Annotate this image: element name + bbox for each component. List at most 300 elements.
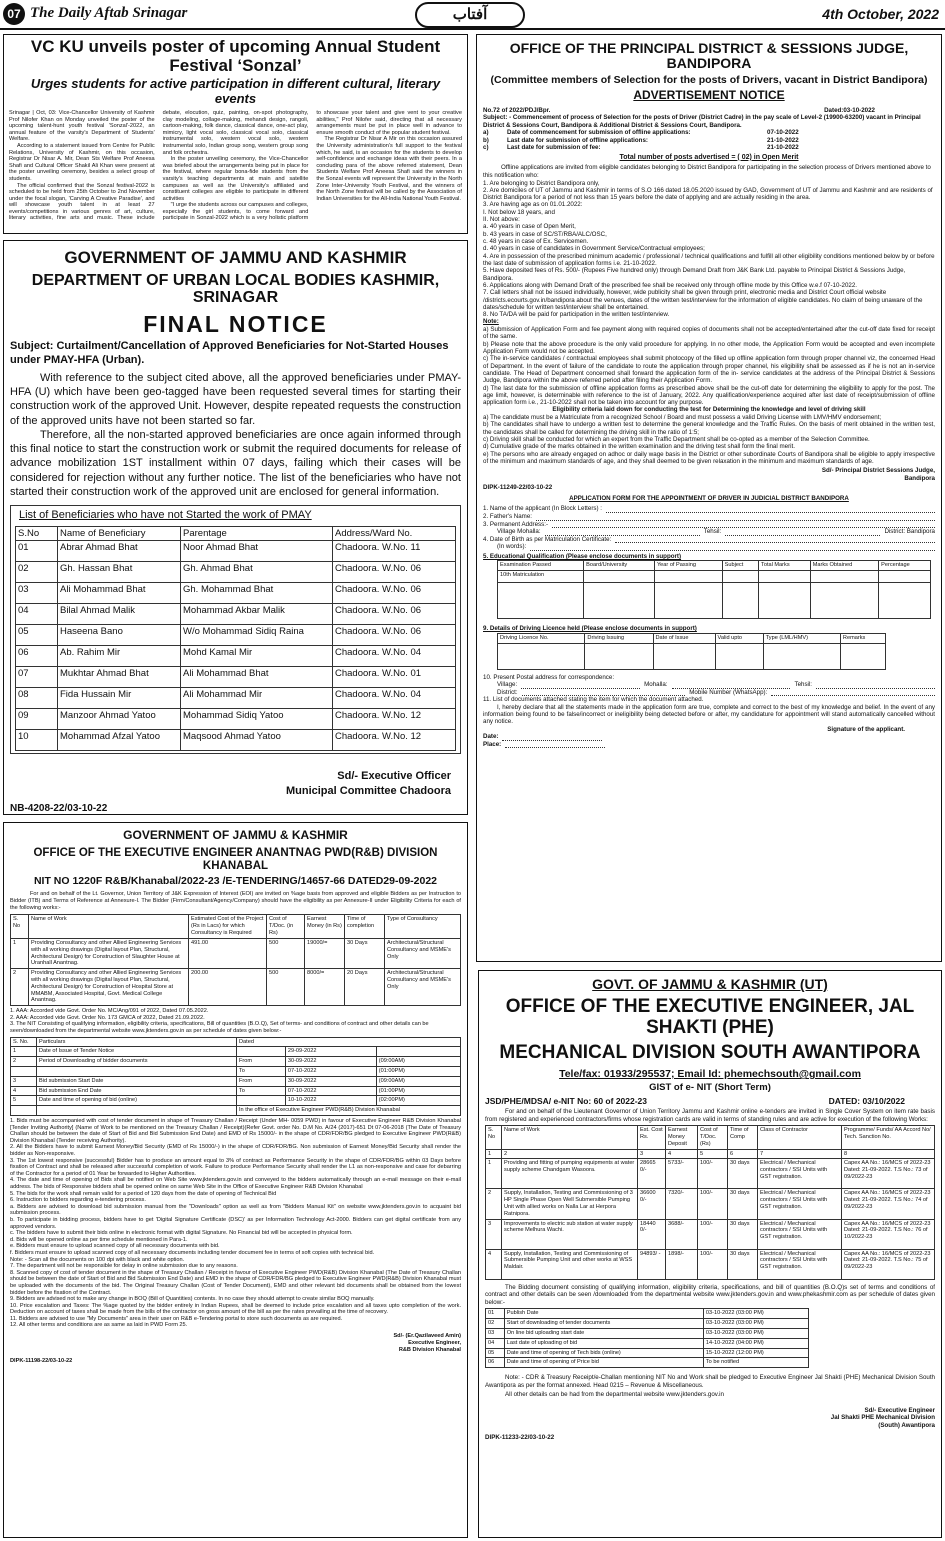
pwd-aaa — [10, 1008, 461, 1034]
column-number: 6 — [728, 1149, 758, 1159]
table-cell: 10-10-2022 — [285, 1096, 376, 1106]
js-schedule-table — [485, 1308, 809, 1368]
table-cell: 02 — [16, 562, 58, 583]
table-cell: 10 — [16, 730, 58, 751]
bpr-form-title: APPLICATION FORM FOR THE APPOINTMENT OF DRIVER IN JUDICIAL DISTRICT BANDIPORA — [569, 494, 849, 502]
table-row — [11, 1106, 461, 1116]
table-cell: 30 days — [728, 1159, 758, 1189]
edu-col-header: Percentage — [879, 561, 931, 571]
column-number: 3 — [638, 1149, 666, 1159]
table-cell: 09 — [16, 709, 58, 730]
form-label: 1. Name of the applicant (In Block Letters) : — [483, 505, 602, 513]
table-cell: Electrical / Mechanical contractors / SSI Units with GST registration. — [758, 1249, 842, 1279]
col-time: Time of completion — [345, 915, 385, 938]
table-row — [16, 583, 456, 604]
form-edu-title: 5. Educational Qualification (Please enclose documents in support) — [483, 552, 682, 560]
table-cell: Chadoora. W.No. 06 — [333, 583, 456, 604]
form-blank — [522, 689, 686, 697]
date-letter: a) — [483, 129, 489, 137]
table-header-row — [498, 561, 931, 571]
table-cell: Chadoora. W.No. 06 — [333, 625, 456, 646]
table-row — [486, 1189, 935, 1219]
table-cell: W/o Mohammad Sidiq Raina — [181, 625, 333, 646]
form-label: Tehsil: — [794, 681, 813, 689]
table-cell: 7320/- — [666, 1189, 698, 1219]
form-field — [483, 513, 935, 521]
table-cell: Abrar Ahmad Bhat — [58, 541, 181, 562]
list-item: 1. Are belonging to District Bandipora only, — [483, 179, 600, 187]
ku-body — [9, 110, 462, 222]
dl-col-header: Remarks — [840, 633, 885, 643]
table-cell: Chadoora. W.No. 01 — [333, 667, 456, 688]
table-cell: 05 — [16, 625, 58, 646]
dl-col-header: Date of Issue — [653, 633, 715, 643]
ulb-ref: NB-4208-22/03-10-22 — [10, 803, 108, 815]
form-field — [483, 536, 935, 544]
table-row — [16, 562, 456, 583]
list-item: 7. The department will not be responsible for delay in online submission due to any reasons. — [10, 1263, 238, 1270]
table-row — [11, 1096, 461, 1106]
table-cell: 15-10-2022 (12:00 PM) — [703, 1348, 808, 1358]
date-label: Last date for submission of offline applications: — [507, 136, 648, 144]
table-cell: 30-09-2022 — [285, 1076, 376, 1086]
beneficiary-list-title: List of Beneficiaries who have not Started the work of PMAY — [19, 509, 312, 522]
form-label: District: Bandipora — [884, 528, 935, 536]
col-work: Name of Work — [29, 915, 189, 938]
table-cell: Chadoora. W.No. 06 — [333, 604, 456, 625]
js-note: Note: - CDR & Treasury Receipt/e-Challan mentioning NIT No and Work shall be pledged to Executive Engineer Jal Shakti (PHE) Mechanical Division South Awantipora as per the format annexed. Head 0215 – Revenue & Miscellaneous. — [485, 1374, 935, 1389]
js-ref-row — [485, 1096, 935, 1106]
date-label: Date of commencement for submission of offline applications: — [507, 129, 691, 137]
list-item: b) Please note that the above procedure is the only valid procedure for applying. In no other mode, the Application Form would be accepted and even incomplete Application Form would not be accepted. — [483, 340, 935, 355]
table-cell: 07-10-2022 — [285, 1086, 376, 1096]
form-docs: 11. List of documents attached stating the item for which the document attached. — [483, 696, 704, 704]
dl-col-header: Driving Licence No. — [498, 633, 585, 643]
table-header-row — [11, 915, 461, 938]
table-cell: Start of downloading of tender documents — [504, 1319, 703, 1329]
table-cell: 1 — [11, 1047, 37, 1057]
table-cell: Bilal Ahmad Malik — [58, 604, 181, 625]
table-row — [16, 541, 456, 562]
column-number: 1 — [486, 1149, 502, 1159]
form-blank — [771, 689, 935, 697]
table-cell: Mohd Kamal Mir — [181, 646, 333, 667]
table-row — [16, 604, 456, 625]
table-cell: Mohammad Akbar Malik — [181, 604, 333, 625]
form-blank — [536, 513, 935, 521]
table-cell: 30 Days — [345, 938, 385, 968]
list-item: II. Not above: — [483, 216, 520, 224]
table-cell: 1898/- — [666, 1249, 698, 1279]
bpr-elig-title: Eligibility criteria laid down for conducting the test for Determining the knowledge and level of driving skill — [552, 406, 866, 414]
list-item: c. The bidders have to submit their bids online in electronic format with digital Signature. No Financial bid will be accepted in physical form. — [10, 1230, 353, 1237]
list-item: d) Cumulative grade of the marks obtained in the written examination and the driving test shall form the final merit. — [483, 443, 795, 451]
table-cell: Ab. Rahim Mir — [58, 646, 181, 667]
column-number: 8 — [842, 1149, 935, 1159]
list-item: f. Bidders must ensure to upload scanned copy of all necessary documents including tender document fee in terms of soft copies with technical bid. — [10, 1249, 375, 1256]
table-cell: Chadoora. W.No. 04 — [333, 646, 456, 667]
ku-story — [3, 34, 468, 234]
edu-row-label: 10th Matriculation — [498, 571, 584, 583]
table-cell: 500 — [267, 969, 305, 1006]
form-label: Tehsil: — [703, 528, 722, 536]
table-row — [486, 1309, 809, 1319]
column-number: 7 — [758, 1149, 842, 1159]
bpr-adv-heading: ADVERTISEMENT NOTICE — [633, 88, 785, 103]
ku-para: Srinagar | Oct, 03: Vice-Chancellor University of Kashmir Prof Nilofer Khan on Monday unveiled the poster of the upcoming talent-hunt youth festival 'Sonzal'-2022, an annual feature of the varsity's Department of Students' Welfare. — [9, 109, 155, 143]
table-cell: 07-10-2022 — [285, 1067, 376, 1077]
list-item: 1. Bids must be accompanied with cost of tender document in shape of Treasury Challan / Receipt (Under MH- 0059 PWD) in favour of Executive Engineer R&B Division Khanabal [Tender Inviting Authority] (Name of Work to be mentioned on the Treasury Challan / Receipt)(Refer Govt. order No. D.M No. A/24 (2017)-651 Dt 07-06-2018 (The Date of Treasury Challan should be between the date of Start of Bid and Bid Submission End Date) and EMD of Rs 15000/- in the shape of CDR/FDR/BG pledged to Executive Engineer PWD(R&B) Division Khanabal (Tender receiving Authority). — [10, 1118, 461, 1144]
col-sno: S.No — [16, 527, 58, 541]
table-cell: Date and time of opening of bid (online) — [37, 1096, 237, 1106]
table-row — [11, 938, 461, 968]
table-cell: From — [237, 1076, 286, 1086]
table-cell: Providing and fitting of pumping equipments at water supply scheme Chandgam Wasoora. — [502, 1159, 638, 1189]
table-cell: 4 — [486, 1249, 502, 1279]
list-item: 4. The date and time of opening of Bids shall be notified on Web Site www.jktenders.gov.in and conveyed to the bidders automatically through an e-mail message on their e-mail address. The bids of Responsive bidders shall be opened online on same Web Site in the Office of Executive Engineer R&B Division Khanabal — [10, 1177, 461, 1191]
table-cell — [237, 1047, 286, 1057]
edu-col-header: Examination Passed — [498, 561, 584, 571]
table-cell: 30-09-2022 — [285, 1057, 376, 1067]
table-cell: 2 — [486, 1189, 502, 1219]
table-row — [11, 1076, 461, 1086]
list-item: 8. Scanned copy of cost of tender document in the shape of Treasury Challan / Receipt in favour of Executive Engineer PWD(R&B) Division Khanabal (The Date of Treasury Challan should be between the date of Start of Bid and Bid Submission End Date) and EMD in the shape of CDR/FDR/BG pledged to Executive Engineer PWD(R&B) Division Khanabal must be uploaded with the documents of the bid. The Original Treasury Challan (Cost of Tender Document), EMD and other relevant bid documents shall be obtained from the lowest bidder before the fixation of the Contract. — [10, 1269, 461, 1296]
form-dl-title: 9. Details of Driving Licence held (Please enclose documents in support) — [483, 625, 697, 633]
table-cell: 94893/ - — [638, 1249, 666, 1279]
js-title-division: MECHANICAL DIVISION SOUTH AWANTIPORA — [499, 1042, 921, 1064]
form-blank — [672, 681, 791, 689]
list-item: a) The candidate must be a Matriculate from a recognized School / Board and must possess a valid Driving License with LMV/HMV endorsement; — [483, 414, 882, 422]
list-item: Note: - Scan all the documents on 100 dpi with black and white option. — [10, 1256, 185, 1263]
table-cell: Providing Consultancy and other Allied Engineering Services with all working drawings (Digital layout Plan, Structural, Architectural Design) for Construction of Slaughter House at Uranhall Anantnag. — [29, 938, 189, 968]
list-item: 3. Are having age as on 01.01.2022: — [483, 201, 583, 209]
edu-col-header: Total Marks — [759, 561, 811, 571]
list-item: 6. Applications along with Demand Draft of the prescribed fee shall be received only through offline mode by this Office w.e.f 07-10-2022. — [483, 281, 857, 289]
newspaper-name: The Daily Aftab Srinagar — [30, 5, 188, 21]
js-signature: Sd/- Executive Engineer — [864, 1406, 935, 1414]
list-item: b) The candidates shall have to undergo a written test to determine the general knowledge and the Traffic Rules. On the basis of merit obtained in the written test, the candidates shall be called for determining the driving skill in the ratio of 1:5; — [483, 421, 935, 436]
table-cell: 06 — [16, 646, 58, 667]
form-declaration: I, hereby declare that all the statements made in the application form are true, complete and correct to the best of my knowledge and belief. In the event of any information being found to be false/incorrect or ineligibility being detected before or after, my candidature for appointment will stand automatically cancelled without any notice. — [483, 703, 935, 726]
dl-col-header: Type (LML/HMV) — [763, 633, 840, 643]
ulb-title-final: FINAL NOTICE — [143, 310, 328, 337]
table-row — [486, 1338, 809, 1348]
table-cell: 03-10-2022 (03:00 PM) — [703, 1319, 808, 1329]
edu-col-header: Subject — [722, 561, 758, 571]
col-particulars: Particulars — [37, 1037, 237, 1047]
list-item: 7. Call letters shall not be issued individually, however, wide publicity shall be given through print, electronic media and District Court official website /districts.ecourts.gov.in/bandipora about the venues, dates of the written test/interview for the information of eligible candidates. No claim of being unaware of the dates/schedule for written test/interview shall be entertained. — [483, 289, 923, 311]
table-cell: 3 — [11, 1076, 37, 1086]
table-cell: 100/- — [698, 1249, 728, 1279]
masthead-logo: آفتاب — [415, 2, 525, 28]
table-cell: 07 — [16, 667, 58, 688]
table-cell: 03-10-2022 (03:00 PM) — [703, 1309, 808, 1319]
table-row — [16, 709, 456, 730]
issue-date: 4th October, 2022 — [822, 6, 939, 22]
list-item: d. Bids will be opened online as per time schedule mentioned in Para-1. — [10, 1236, 188, 1243]
col-cost: Est. Cost Rs. — [638, 1126, 666, 1149]
table-cell: Supply, Installation, Testing and Commissioning of Submersible Pumping Unit and other works at WSS Maldair. — [502, 1249, 638, 1279]
table-cell: 2 — [11, 1057, 37, 1067]
list-item: 6. Instruction to bidders regarding e-tendering process. — [10, 1197, 146, 1204]
ku-headline: VC KU unveils poster of upcoming Annual Student Festival ‘Sonzal’ — [30, 37, 441, 75]
ulb-signature: Sd/- Executive Officer — [337, 770, 451, 783]
table-cell: 491.00 — [189, 938, 267, 968]
beneficiary-table — [15, 526, 456, 751]
table-cell: Architectural/Structural Consultancy and MSME's Only — [385, 938, 461, 968]
js-other: All other details can be had from the departmental website www.jktenders.gov.in — [505, 1391, 724, 1399]
table-cell: Gh. Hassan Bhat — [58, 562, 181, 583]
bpr-note-label: Note: — [483, 318, 499, 326]
table-cell: 01 — [486, 1309, 505, 1319]
pwd-title-govt: GOVERNMENT OF JAMMU & KASHMIR — [123, 828, 348, 842]
table-cell — [376, 1047, 460, 1057]
dl-col-header: Driving Issuing — [585, 633, 653, 643]
list-item: 12. All other terms and conditions are as same as laid in PWD Form 25. — [10, 1322, 188, 1329]
pwd-nit: NIT NO 1220F R&B/Khanabal/2022-23 /E-TENDERING/14657-66 DATED29-09-2022 — [33, 875, 438, 888]
list-item: 5. The bids for the work shall remain valid for a period of 120 days from the date of opening of Technical Bid — [10, 1190, 277, 1197]
table-cell: Noor Ahmad Bhat — [181, 541, 333, 562]
table-header-row — [486, 1126, 935, 1149]
col-sno: S. No — [11, 915, 29, 938]
col-tdoc: Cost of T/Doc. (in Rs) — [267, 915, 305, 938]
col-cost: Estimated Cost of the Project (Rs in Lacs) for which Consultancy is Required — [189, 915, 267, 938]
date-letter: c) — [483, 144, 489, 152]
application-form — [483, 505, 935, 748]
table-cell: Date of Issue of Tender Notice — [37, 1047, 237, 1057]
table-cell: 8000/= — [305, 969, 345, 1006]
table-cell: Mohammad Afzal Yatoo — [58, 730, 181, 751]
dl-col-header: Valid upto — [715, 633, 763, 643]
list-item: c. 48 years in case of Ex. Servicemen. — [483, 238, 589, 246]
list-item: a. 40 years in case of Open Merit, — [483, 223, 576, 231]
js-gist: GIST of e- NIT (Short Term) — [649, 1081, 771, 1093]
table-cell: Electrical / Mechanical contractors / SSI Units with GST registration. — [758, 1189, 842, 1219]
form-field — [483, 543, 935, 551]
form-field — [483, 505, 935, 513]
col-tdoc: Cost of T/Doc. (Rs) — [698, 1126, 728, 1149]
list-item: b. To participate in bidding process, bidders have to get 'Digital Signature Certificate (DSC)' as per Information Technology Act-2000. Bidders can get digital certificate from any approved vendors. — [10, 1216, 461, 1230]
bpr-dates — [483, 129, 935, 152]
table-cell: 500 — [267, 938, 305, 968]
ku-para: "I urge the students across our campuses and colleges, especially the girl students, to come forward and participate in Sonzal-2022 which is a very holistic platform to showcase your talent and give vent to your creative abilities," Prof Nilofer said, directing that all necessary arrangements must be put in place well in advance to ensure smooth conduct of the popular student festival. — [162, 109, 462, 222]
table-cell: (01:00PM) — [376, 1067, 460, 1077]
table-row — [486, 1219, 935, 1249]
table-cell: 29-09-2022 — [285, 1047, 376, 1057]
form-blank — [502, 733, 602, 741]
list-item: e. Bidders must ensure to upload scanned copy of all necessary documents with bid. — [10, 1243, 220, 1250]
col-class: Class of Contractor — [758, 1126, 842, 1149]
js-nit: JSD/PHE/MDSA/ e-NIT No: 60 of 2022-23 — [485, 1096, 648, 1107]
table-cell: To — [237, 1086, 286, 1096]
table-row — [11, 1067, 461, 1077]
table-cell: (02:00PM) — [376, 1096, 460, 1106]
table-cell: Chadoora. W.No. 12 — [333, 709, 456, 730]
table-cell: Date and time of opening of Tech bids (online) — [504, 1348, 703, 1358]
bpr-no: No.72 of 2022/PDJ/Bpr. — [483, 106, 551, 114]
bpr-subject: Subject: - Commencement of process of Selection for the posts of Driver (District Cadre) in the pay scale of Level-2 (19900-63200) vacant in Principal District & Sessions Court, Bandipora & Additional District & Sessions Court, Bandipora. — [483, 114, 921, 129]
table-cell: 1 — [11, 938, 29, 968]
column-number: 5 — [698, 1149, 728, 1159]
form-field — [483, 741, 935, 749]
bpr-signature: Sd/- Principal District Sessions Judge, — [821, 467, 935, 475]
table-cell: Chadoora. W.No. 12 — [333, 730, 456, 751]
table-cell: Capex AA No.: 16/MCS of 2022-23 Dated: 21-09-2022. T.S No.: 75 of 09/2022-23 — [842, 1249, 935, 1279]
form-label: Mohalla: — [644, 681, 668, 689]
list-item: 4. Are in possession of the prescribed minimum academic / professional / technical qualifications and fulfill all other eligibility conditions mentioned below by or before the last date of submission of application forms i.e. 21-10-2022. — [483, 252, 935, 267]
form-label: 2. Father's Name: — [483, 513, 532, 521]
table-cell: Improvements to electric sub station at water supply scheme Melhura Wachi. — [502, 1219, 638, 1249]
table-cell: (09:00AM) — [376, 1076, 460, 1086]
form-label: District: — [497, 688, 518, 696]
table-cell: Capex AA No.: 16/MCS of 2022-23 Dated: 21-09-2022. T.S No.: 76 of 10/2022-23 — [842, 1219, 935, 1249]
ulb-title-dept: DEPARTMENT OF URBAN LOCAL BODIES KASHMIR, SRINAGAR — [31, 271, 440, 307]
jalshakti-notice — [478, 970, 942, 1538]
form-field — [483, 689, 935, 697]
table-cell: Publish Date — [504, 1309, 703, 1319]
schedule-note: In the office of Executive Engineer PWD(R&B) Division Khanabal — [237, 1106, 461, 1116]
ulb-subject: Subject: Curtailment/Cancellation of Approved Beneficiaries for Not-Started Houses under PMAY-HFA (Urban). — [10, 340, 449, 366]
form-blank — [816, 681, 935, 689]
date-value: 21-10-2022 — [767, 144, 799, 152]
col-address: Address/Ward No. — [333, 527, 456, 541]
table-cell: 100/- — [698, 1159, 728, 1189]
bpr-ref: DIPK-11249-22/03-10-22 — [483, 484, 553, 492]
pwd-notice — [3, 822, 468, 1538]
table-cell: 14-10-2022 (04:00 PM) — [703, 1338, 808, 1348]
col-programme: Programme/ Funds/ AA Accord No/ Tech. Sanction No. — [842, 1126, 935, 1149]
table-row — [498, 571, 931, 583]
table-row — [11, 1047, 461, 1057]
ulb-para-2: Therefore, all the non-started approved beneficiaries are once again informed through this final notice to start the construction work or submit the required documents for release of advance mobilization 1ST installment within 07 days, failing which their cases will be considered for rejection without any further notice. The list of the beneficiaries who have not started their construction work of the approved unit are enclosed for general information. — [10, 428, 461, 499]
table-cell: Chadoora. W.No. 06 — [333, 562, 456, 583]
pwd-title-office: OFFICE OF THE EXECUTIVE ENGINEER ANANTNAG PWD(R&B) DIVISION KHANABAL — [33, 847, 438, 872]
form-label: Mobile Number (WhatsApp): — [689, 688, 768, 696]
form-blank — [530, 543, 935, 551]
list-item: 5. Have deposited fees of Rs. 500/- (Rupees Five hundred only) through Demand Draft from J&K Bank Ltd. payable to Principal District & Sessions Judge, Bandipora. — [483, 267, 906, 282]
table-row — [16, 646, 456, 667]
ku-para: The official confirmed that the Sonzal festival-2022 is scheduled to be held from 25th October to 2nd November under the focal slogan, 'Carving A Creative Paradise', and will showcase youth talent in at least 27 events/competitions in various genres of art, culture, literary activities, fine arts and music. These include debate, elocution, quiz, painting, on-spot photography, clay modeling, collage-making, mehandi design, rangoli, cartoon-making, folk dance, classical dance, one-act play, mimicry, light vocal solo, classical vocal solo, classical instrumental solo, western vocal solo, western instrumental solo, Indian group song, western group song and folk orchestra. — [9, 109, 309, 222]
ulb-notice — [3, 240, 468, 815]
column-number: 2 — [502, 1149, 638, 1159]
js-ref: DIPK-11233-22/03-10-22 — [485, 1433, 555, 1441]
bpr-notes — [483, 326, 935, 406]
form-blank — [606, 505, 935, 513]
bpr-subtitle: (Committee members of Selection for the posts of Drivers, vacant in District Bandipora) — [490, 73, 928, 86]
form-field — [483, 521, 935, 529]
list-item: d. 40 years in case of candidates in Government Service/Contractual employees; — [483, 245, 705, 253]
table-cell: 100/- — [698, 1189, 728, 1219]
date-row — [483, 144, 935, 152]
bpr-posts: Total number of posts advertised = ( 02) in Open Merit — [619, 153, 799, 161]
column-number: 4 — [666, 1149, 698, 1159]
table-cell: Gh. Mohammad Bhat — [181, 583, 333, 604]
pwd-ref: DIPK-11198-22/03-10-22 — [10, 1357, 73, 1364]
list-item: I. Not below 18 years, and — [483, 208, 555, 216]
table-row — [16, 625, 456, 646]
pwd-works-table — [10, 914, 461, 1006]
js-contact: Tele/fax: 01933/295537; Email Id: phemechsouth@gmail.com — [559, 1068, 861, 1081]
table-cell: Gh. Ahmad Bhat — [181, 562, 333, 583]
table-row — [486, 1149, 935, 1159]
table-cell: 02 — [486, 1319, 505, 1329]
list-item: e) The persons who are already engaged on adhoc or daily wage basis in the District or other subordinate Courts of Bandipora shall be eligible to apply irrespective of the minimum and maximum standards of age, and they shall deemed to be given relaxation in the minimum and maximum standards of age. — [483, 450, 935, 465]
table-cell: Mukhtar Ahmad Bhat — [58, 667, 181, 688]
list-item: 9. Bidders are advised not to make any change in BOQ (Bill of Quantities) contents. In no case they should attempt to create similar BOQ manually. — [10, 1296, 375, 1303]
table-cell: 03 — [16, 583, 58, 604]
table-cell: Architectural/Structural Consultancy and MSME's Only — [385, 969, 461, 1006]
bpr-title: OFFICE OF THE PRINCIPAL DISTRICT & SESSIONS JUDGE, BANDIPORA — [509, 40, 909, 72]
table-cell: 100/- — [698, 1219, 728, 1249]
list-item: c) Driving skill shall be conducted for which an expert from the Traffic Department shall be co-opted as a member of the Selection Committee. — [483, 435, 870, 443]
list-item: 2. Are domiciles of UT of Jammu and Kashmir in terms of S.O 166 dated 18.05.2020 issued by GAD, Government of UT of Jammu and Kashmir and are residents of District Bandipora for a period of not less than 15 years before the date of applying and are actually residing in the area. — [483, 186, 933, 202]
table-cell: Supply, Installation, Testing and Commissioning of 3 HP Single Phase Open Well Submersible Pumping Unit with allied works on Nalla Lar at Herpora Ratnipora. — [502, 1189, 638, 1219]
bpr-elig — [483, 414, 935, 465]
table-row — [486, 1249, 935, 1279]
table-cell: 03 — [486, 1328, 505, 1338]
col-sno: S. No. — [11, 1037, 37, 1047]
form-blank — [725, 528, 880, 536]
page-header — [0, 0, 945, 30]
list-item: d) The last date for the submission of offline application forms as prescribed above shall be the cut-off date for determining the eligibility to apply for the post. The age limit, however, is determinable with reference to the ist of January, 2022. Any qualification/experience acquired after last date of receipt/submission of offline application form i.e., 21-10-2022 shall not be taken into account for any purpose. — [483, 384, 935, 407]
list-item: 10. Price escalation and Taxes: The %age quoted by the bidder entirely in Indian Rupees, shall be deemed to include price escalation and all taxes upto completion of the work. Deduction on account of taxes shall be made from the bills of the contractor on gross amount of the bill as per the rates prevailing at the time of recovery. — [10, 1302, 461, 1316]
js-title-govt: GOVT. OF JAMMU & KASHMIR (UT) — [592, 976, 828, 992]
form-addr: 10. Present Postal address for correspondence: — [483, 673, 615, 681]
list-item: 3. The 1st lowest responsive (successful) Bidder has to produce an amount equal to 3% of contract as Performance Security in the shape of CDR/FDR/BG within 03 Days before fixation of Contract and shall be released after successful completion of work. Failure to produce Performance Security shall render the L1 as non-responsive and case for debarring of the Contractor for a period of 01 Year be forwarded to Higher Authorities. — [10, 1157, 461, 1177]
table-cell: 3688/- — [666, 1219, 698, 1249]
table-cell: 30 days — [728, 1189, 758, 1219]
bpr-intro: Offline applications are invited from eligible candidates belonging to District Bandipora for participating in the selection process of Drivers mentioned above to this notification who: — [483, 164, 931, 179]
table-cell: Bid submission End Date — [37, 1086, 237, 1096]
table-cell: Electrical / Mechanical contractors / SSI Units with GST registration. — [758, 1219, 842, 1249]
page-number: 07 — [3, 3, 25, 25]
form-signature: Signature of the applicant. — [827, 725, 905, 733]
table-row — [11, 969, 461, 1006]
table-cell: 30 days — [728, 1219, 758, 1249]
col-work: Name of Work — [502, 1126, 638, 1149]
bpr-ref-row — [483, 107, 935, 115]
table-cell: Mohammad Sidiq Yatoo — [181, 709, 333, 730]
ulb-title-govt: GOVERNMENT OF JAMMU AND KASHMIR — [64, 248, 407, 267]
table-cell: Haseena Bano — [58, 625, 181, 646]
table-row — [16, 730, 456, 751]
table-cell: 18440 0/- — [638, 1219, 666, 1249]
table-header-row — [11, 1037, 461, 1047]
edu-table — [497, 560, 931, 619]
ku-para: In the poster unveiling ceremony, the Vice-Chancellor was briefed about the arrangements being put in place for the festival, where regular bona-fide students from the varsity's teaching departments at main and satellite campuses as well as the University's affiliated and constituent colleges are eligible to participate in different activities — [162, 156, 309, 202]
edu-col-header: Year of Passing — [654, 561, 722, 571]
table-header-row — [498, 633, 886, 643]
table-row — [498, 643, 886, 669]
ku-para: The Registrar Dr Nisar A Mir on this occasion assured the University administration's full support to the festival which, he said, is an occasion for the students to develop self-confidence and exchange ideas with their peers. In a concluding para of the above referred statement, Dean Students Welfare Prof Aneesa Shafi said the winners in the Sonzal events will represent the University in the North Zone Inter-University Youth Festival, and the winners of the North Zone festival will be called by the Association of Indian Universities for the All-India National Youth Festival. — [316, 136, 462, 202]
date-row — [483, 129, 935, 137]
list-item: 2. All the Bidders have to submit Earnest Money/Bid Security (EMD of Rs 15000/-) in the shape of CDR/FDR/BG. Non submission of Earnest Money/Bid Security shall render the bidder as Non-responsive. — [10, 1144, 461, 1158]
form-label: Village Mohalla: — [497, 528, 541, 536]
table-cell: On line bid uploading start date — [504, 1328, 703, 1338]
pwd-schedule-table — [10, 1037, 461, 1117]
edu-col-header: Board/University — [584, 561, 655, 571]
list-item: 11. Bidders are advised to use "My Documents" area in their user on R&B e-Tendering portal to store such documents as are required. — [10, 1315, 343, 1322]
table-header-row — [16, 527, 456, 541]
form-blank — [545, 528, 700, 536]
date-value: 21-10-2022 — [767, 136, 799, 144]
table-row — [11, 1057, 461, 1067]
table-cell: To — [237, 1067, 286, 1077]
form-field — [483, 528, 935, 536]
ku-para: According to a statement issued from Centre for Public Relations, University of Kashmir, on this occasion, Registrar Dr Nisar A. Mir, Dean Sts Welfare Prof Aneesa Shafi and Cultural Officer Shakil Ali Khan were present at the poster unveiling ceremony, besides a select group of students. — [9, 142, 155, 182]
table-cell: Electrical / Mechanical contractors / SSI Units with GST registration. — [758, 1159, 842, 1189]
table-cell: 08 — [16, 688, 58, 709]
